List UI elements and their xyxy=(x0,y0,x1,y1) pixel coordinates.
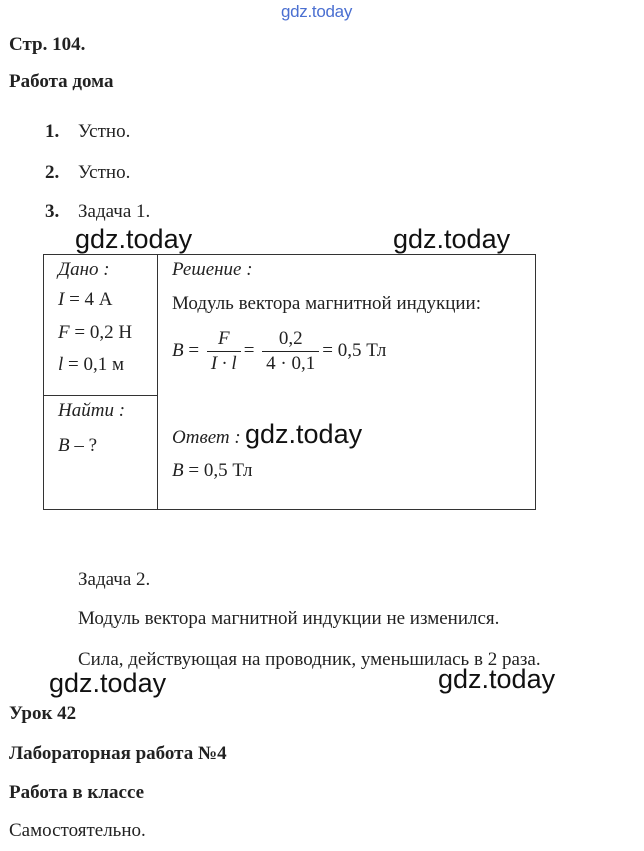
list-item-number: 2. xyxy=(45,162,60,183)
answer-value: B = 0,5 Тл xyxy=(172,460,253,481)
solution-formula: B = $\frac{F}{I \cdot l}$ = $\frac{0,2}{4 \cdot 0,1}$ = 0,5 Тл xyxy=(172,328,387,374)
section-home-title: Работа дома xyxy=(9,71,114,92)
watermark: gdz.today xyxy=(393,224,511,254)
section-class-title: Работа в классе xyxy=(9,782,145,803)
list-item-text: Устно. xyxy=(78,162,131,183)
given-label: Дано : xyxy=(58,259,110,280)
list-item-text: Устно. xyxy=(78,121,131,142)
list-item-number: 1. xyxy=(45,121,60,142)
task2-line1: Модуль вектора магнитной индукции не изменился. xyxy=(78,608,500,629)
list-item-number: 3. xyxy=(45,201,60,222)
table-divider-horizontal xyxy=(44,395,157,396)
given-current: I = 4 А xyxy=(58,289,113,310)
list-item-text: Задача 1. xyxy=(78,201,151,222)
task1-table xyxy=(43,254,536,510)
independent-text: Самостоятельно. xyxy=(9,820,146,841)
lab-title: Лабораторная работа №4 xyxy=(9,743,227,764)
watermark: gdz.today xyxy=(75,224,193,254)
answer-label: Ответ : xyxy=(172,427,241,448)
find-value: B – ? xyxy=(58,435,98,456)
solution-text: Модуль вектора магнитной индукции: xyxy=(172,293,481,314)
watermark: gdz.today xyxy=(49,668,167,698)
page-ref: Стр. 104. xyxy=(9,34,86,55)
watermark-top: gdz.today xyxy=(281,2,353,21)
watermark: gdz.today xyxy=(245,419,363,449)
task2-title: Задача 2. xyxy=(78,569,151,590)
fraction: $\frac{F}{I \cdot l}$ xyxy=(207,328,241,375)
given-length: l = 0,1 м xyxy=(58,354,125,375)
solution-label: Решение : xyxy=(172,259,253,280)
table-divider-vertical xyxy=(157,255,158,509)
find-label: Найти : xyxy=(58,400,126,421)
watermark: gdz.today xyxy=(438,664,556,694)
lesson-title: Урок 42 xyxy=(9,703,77,724)
task2-line2: Сила, действующая на проводник, уменьшилась в 2 раза. xyxy=(78,649,541,670)
fraction: $\frac{0,2}{4 \cdot 0,1}$ xyxy=(262,328,319,375)
given-force: F = 0,2 Н xyxy=(58,322,133,343)
